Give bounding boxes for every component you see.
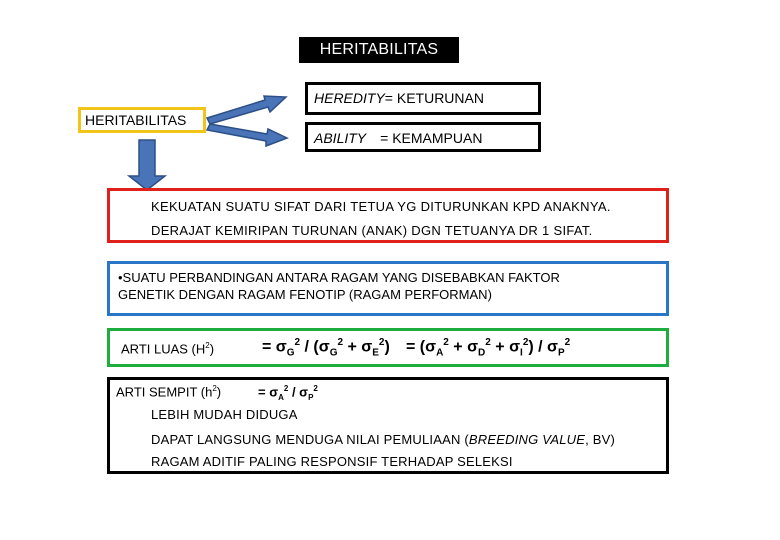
narrow-sense-label: ARTI SEMPIT $(h^2)$ xyxy=(116,384,222,400)
definition-line-1: KEKUATAN SUATU SIFAT DARI TETUA YG DITURUNKAN KPD ANAKNYA. xyxy=(151,199,611,214)
ability-term: ABILITY xyxy=(314,130,367,146)
broad-sense-label: ARTI LUAS $(H^2)$ xyxy=(121,341,215,357)
heredity-meaning: = KETURUNAN xyxy=(384,90,484,106)
comparison-line-2: GENETIK DENGAN RAGAM FENOTIP (RAGAM PERFORMAN) xyxy=(118,287,492,302)
arrow-down xyxy=(129,140,165,190)
broad-sense-formula-2: = $(\sigma_A^2 + \sigma_D^2 + \sigma_I^2) / \sigma_P^2$ xyxy=(406,337,571,359)
heritabilitas-label-box xyxy=(78,107,206,133)
narrow-point-1: LEBIH MUDAH DIDUGA xyxy=(151,407,298,422)
heredity-box xyxy=(305,82,541,115)
arrow-to-heredity xyxy=(207,96,286,124)
ability-meaning: = KEMAMPUAN xyxy=(380,130,483,146)
comparison-line-1: •SUATU PERBANDINGAN ANTARA RAGAM YANG DISEBABKAN FAKTOR xyxy=(118,270,560,285)
definitions-box xyxy=(107,188,669,243)
arrow-to-ability xyxy=(207,124,287,146)
page-title: HERITABILITAS xyxy=(299,37,459,63)
narrow-point-3: RAGAM ADITIF PALING RESPONSIF TERHADAP SELEKSI xyxy=(151,454,513,469)
definition-line-2: DERAJAT KEMIRIPAN TURUNAN (ANAK) DGN TETUANYA DR 1 SIFAT. xyxy=(151,223,593,238)
narrow-sense-formula: = $\sigma_A^2 / \sigma_P^2$ xyxy=(258,384,318,402)
comparison-box xyxy=(107,261,669,316)
broad-sense-box xyxy=(107,328,669,367)
narrow-point-2: DAPAT LANGSUNG MENDUGA NILAI PEMULIAAN (BREEDING VALUE, BV) xyxy=(151,432,616,447)
heredity-term: HEREDITY xyxy=(314,90,385,106)
heritabilitas-label: HERITABILITAS xyxy=(85,112,187,128)
ability-box xyxy=(305,122,541,152)
narrow-sense-box xyxy=(107,377,669,474)
broad-sense-formula-1: = $\sigma_G^2 / (\sigma_G^2 + \sigma_E^2)$ xyxy=(262,337,390,359)
